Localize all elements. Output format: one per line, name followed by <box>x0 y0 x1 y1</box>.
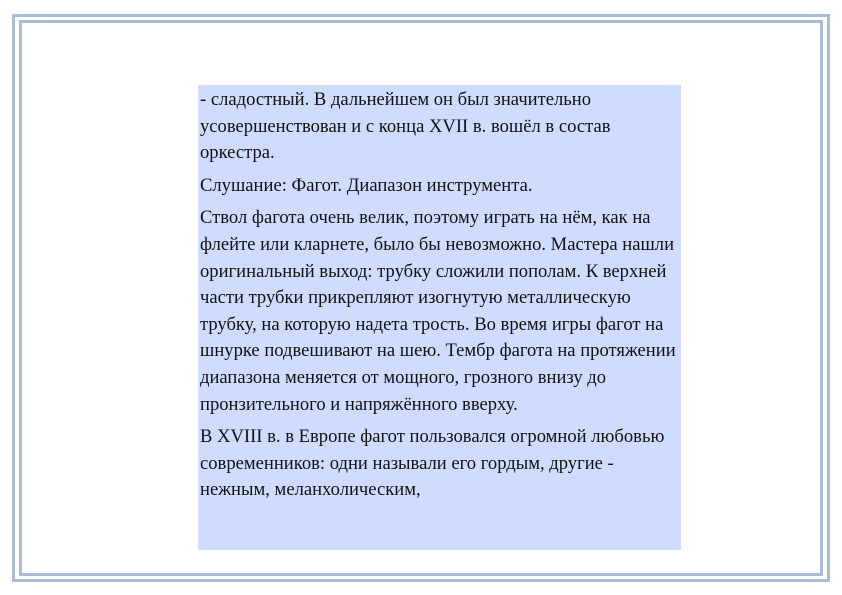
text-box <box>198 85 681 550</box>
paragraph-listening: Слушание: Фагот. Диапазон инструмента. <box>200 174 533 196</box>
paragraph-bassoon-construction: Ствол фагота очень велик, поэтому играть на нём, как на флейте или кларнете, было бы невозможно. Мастера нашли оригинальный выход: трубку сложили пополам. К верхней части трубки прикрепляют изогнутую металлическую трубку, на которую надета трость. Во время игры фагот на шнурке подвешивают на шею. Тембр фагота на протяжении диапазона меняется от мощного, грозного внизу до пронзительного и напряжённого вверху. <box>200 207 676 415</box>
paragraph-intro-continued: - сладостный. В дальнейшем он был значительно усовершенствован и с конца XVII в. вошёл в состав оркестра. <box>200 89 611 164</box>
paragraph-eighteenth-century: В XVIII в. в Европе фагот пользовался огромной любовью современников: одни называли его гордым, другие - нежным, меланхолическим, <box>200 426 665 501</box>
